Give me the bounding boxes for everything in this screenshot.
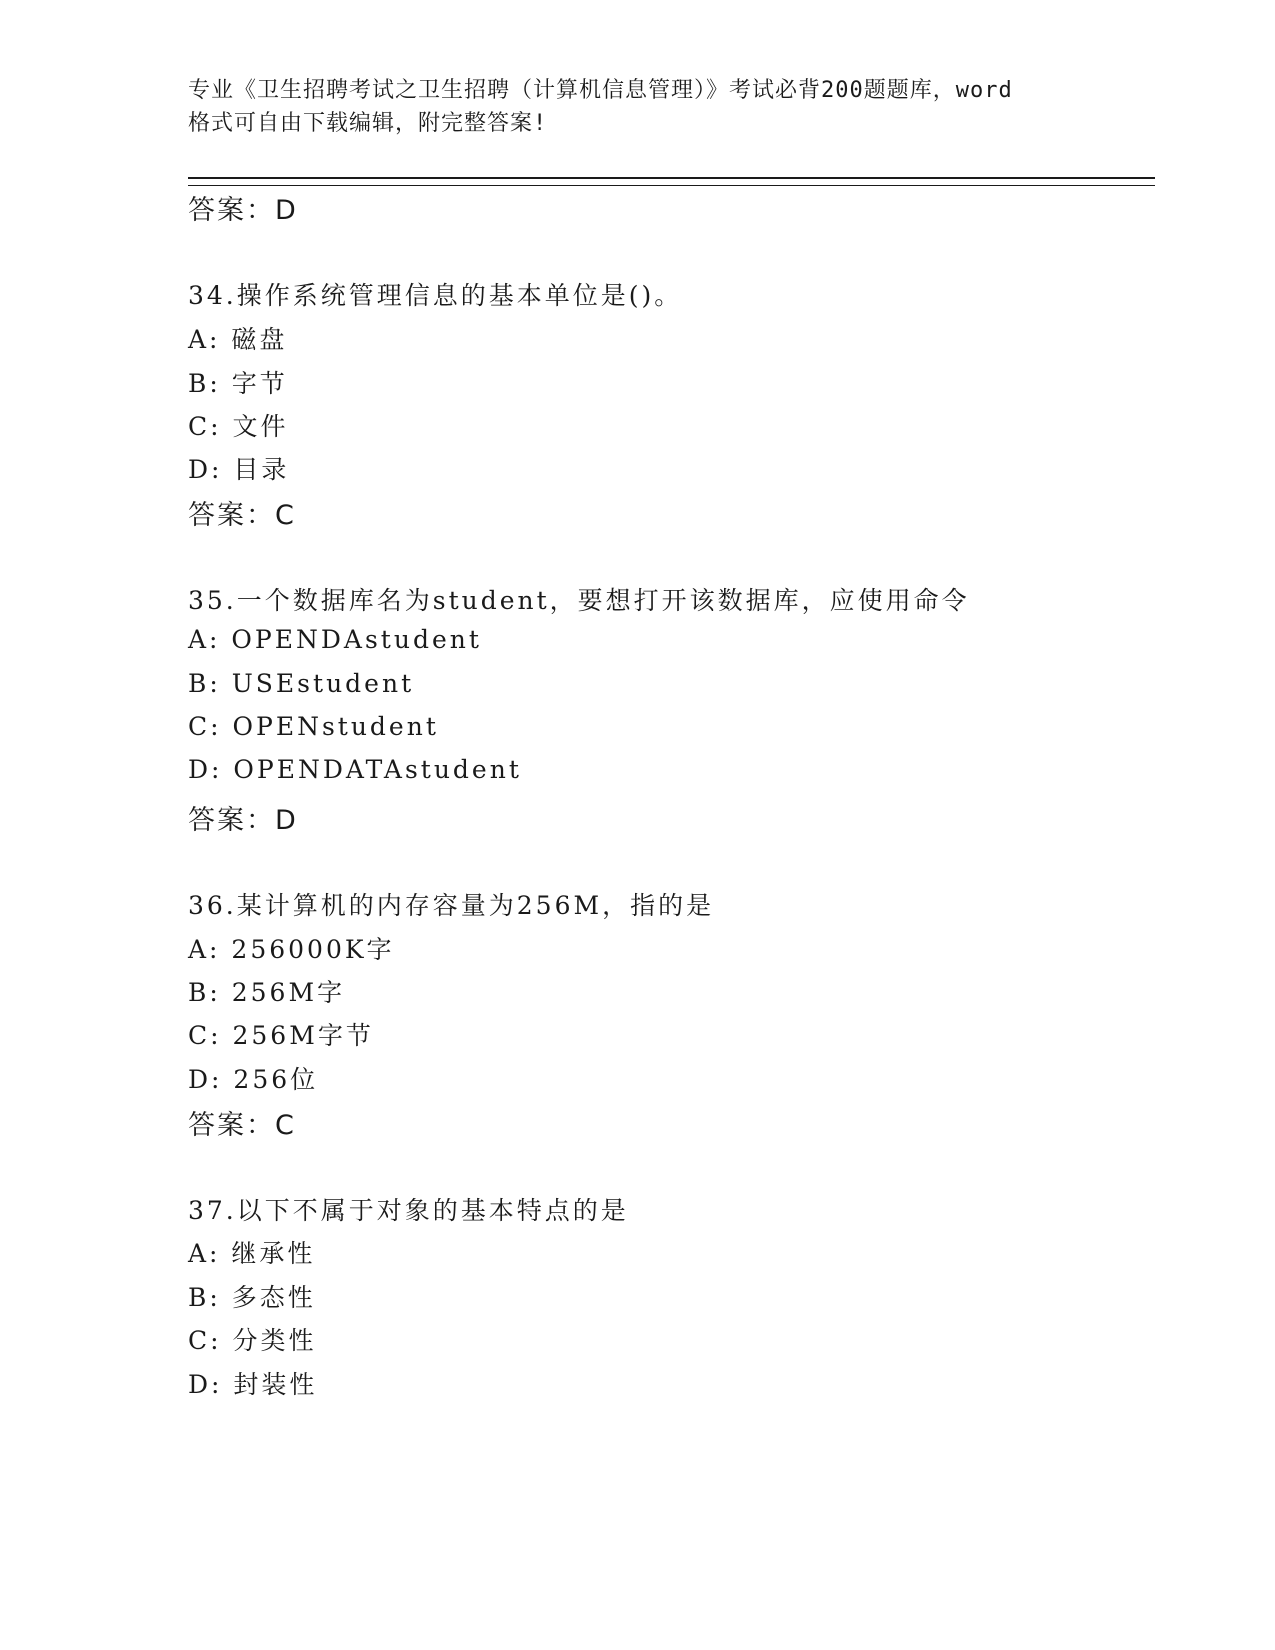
header-divider <box>188 177 1155 186</box>
question-34-option-a: A: 磁盘 <box>188 325 288 354</box>
answer-q34: 答案：C <box>188 500 296 531</box>
question-35-option-c: C: OPENstudent <box>188 712 439 741</box>
question-35-option-a: A: OPENDAstudent <box>188 625 482 654</box>
question-36-option-b: B: 256M字 <box>188 978 346 1007</box>
answer-q33: 答案：D <box>188 195 298 226</box>
question-35-stem: 35.一个数据库名为student，要想打开该数据库，应使用命令 <box>188 586 970 615</box>
header-line-2: 格式可自由下载编辑，附完整答案! <box>188 111 548 136</box>
question-35-option-b: B: USEstudent <box>188 669 415 698</box>
answer-q36: 答案：C <box>188 1110 296 1141</box>
question-34-option-b: B: 字节 <box>188 369 288 398</box>
question-36-option-d: D: 256位 <box>188 1065 319 1094</box>
question-34-option-d: D: 目录 <box>188 455 290 484</box>
question-37-option-d: D: 封装性 <box>188 1370 318 1399</box>
question-37-option-c: C: 分类性 <box>188 1326 317 1355</box>
header-line-1: 专业《卫生招聘考试之卫生招聘（计算机信息管理）》考试必背200题题库，word <box>188 78 1013 103</box>
question-35-option-d: D: OPENDATAstudent <box>188 755 522 784</box>
answer-q35: 答案：D <box>188 805 298 836</box>
question-36-option-c: C: 256M字节 <box>188 1021 374 1050</box>
question-37-option-a: A: 继承性 <box>188 1239 316 1268</box>
question-34-option-c: C: 文件 <box>188 412 289 441</box>
question-37-stem: 37.以下不属于对象的基本特点的是 <box>188 1196 629 1225</box>
question-36-option-a: A: 256000K字 <box>188 935 395 964</box>
page-header <box>188 74 1088 140</box>
question-36-stem: 36.某计算机的内存容量为256M，指的是 <box>188 891 715 920</box>
question-37-option-b: B: 多态性 <box>188 1283 316 1312</box>
question-34-stem: 34.操作系统管理信息的基本单位是()。 <box>188 281 683 310</box>
